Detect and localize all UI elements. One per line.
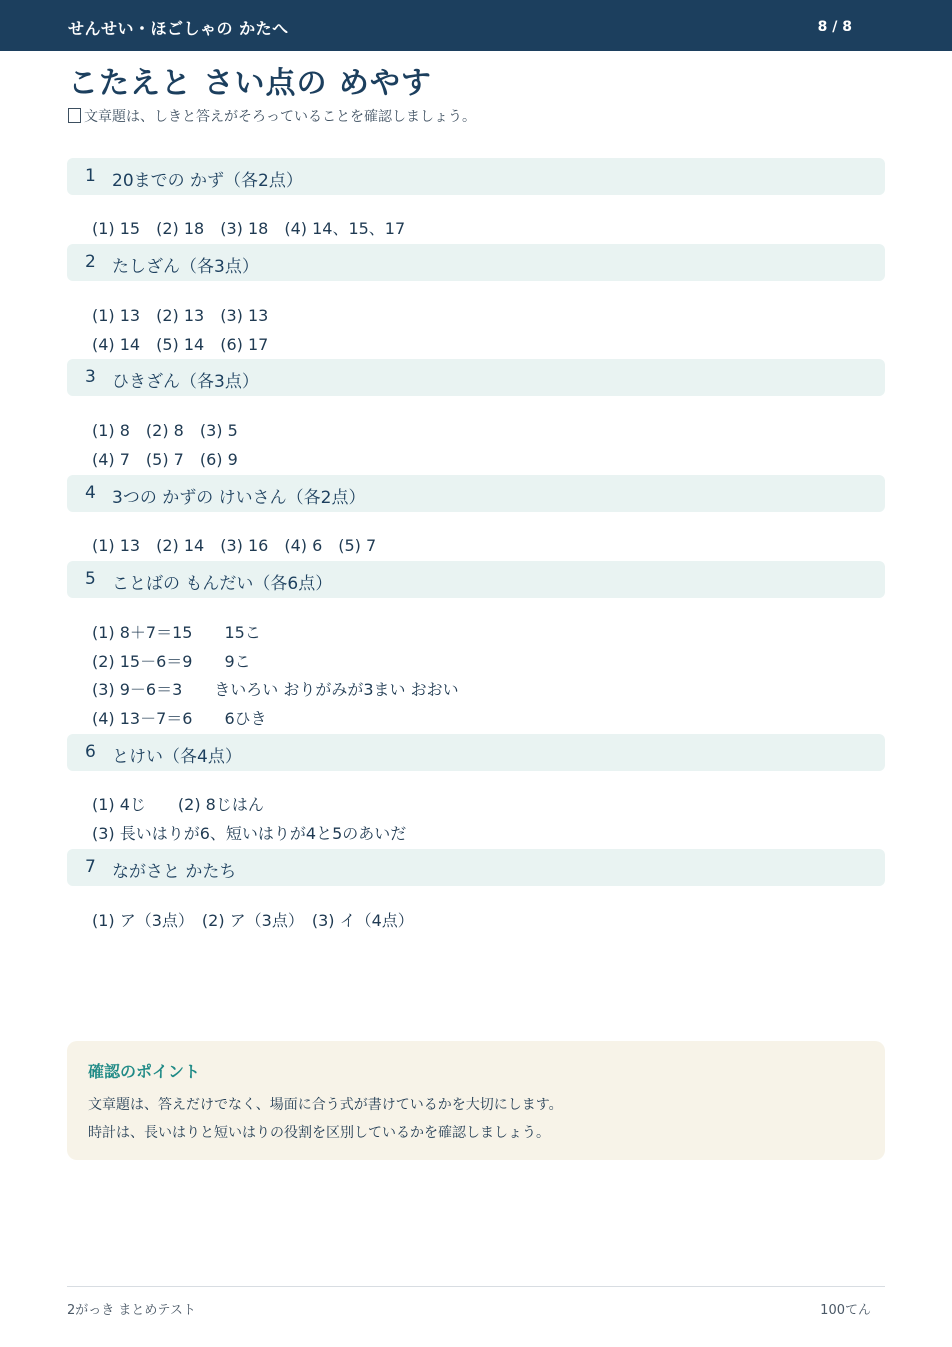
check-points-box	[67, 1041, 885, 1160]
top-header-bar	[0, 0, 952, 51]
section-title: ながさと かたち	[112, 862, 237, 882]
section-number: 4	[85, 483, 96, 503]
answer-line: (4) 14 (5) 14 (6) 17	[92, 335, 269, 354]
answer-line: (3) 長いはりが6、短いはりが4と5のあいだ	[92, 824, 407, 843]
section-title: ことばの もんだい（各6点）	[112, 574, 333, 594]
section-1-header	[67, 158, 885, 195]
answer-line: (2) 15－6＝9 9こ	[92, 652, 251, 671]
answer-line: (1) 15 (2) 18 (3) 18 (4) 14、15、17	[92, 219, 406, 238]
section-title: 20までの かず（各2点）	[112, 171, 303, 191]
footer-divider	[67, 1286, 885, 1287]
section-number: 3	[85, 367, 96, 387]
section-number: 1	[85, 166, 96, 186]
page-subtitle	[68, 106, 476, 126]
check-points-heading: 確認のポイント	[88, 1062, 201, 1081]
section-5-header	[67, 561, 885, 598]
footer-test-name: 2がっき まとめテスト	[67, 1303, 196, 1318]
answer-line: (1) 13 (2) 14 (3) 16 (4) 6 (5) 7	[92, 536, 377, 555]
answer-line: (1) 13 (2) 13 (3) 13	[92, 306, 269, 325]
section-title: ひきざん（各3点）	[112, 372, 259, 392]
answer-line: (1) 8 (2) 8 (3) 5	[92, 421, 238, 440]
section-title: たしざん（各3点）	[112, 257, 259, 277]
section-7-header	[67, 849, 885, 886]
answer-line: (1) ア（3点） (2) ア（3点） (3) イ（4点）	[92, 911, 414, 930]
answer-line: (4) 7 (5) 7 (6) 9	[92, 450, 238, 469]
section-title: 3つの かずの けいさん（各2点）	[112, 488, 366, 508]
section-number: 6	[85, 742, 96, 762]
section-2-header	[67, 244, 885, 281]
section-number: 5	[85, 569, 96, 589]
header-title: せんせい・ほごしゃの かたへ	[68, 19, 289, 38]
page-title: こたえと さい点の めやす	[68, 66, 432, 101]
section-number: 2	[85, 252, 96, 272]
checkbox-icon	[68, 108, 81, 123]
page-indicator: 8 / 8	[817, 19, 852, 35]
answer-line: (3) 9－6＝3 きいろい おりがみが3まい おおい	[92, 680, 459, 699]
footer-total-score: 100てん	[820, 1303, 871, 1318]
subtitle-text: 文章題は、しきと答えがそろっていることを確認しましょう。	[84, 109, 476, 125]
section-title: とけい（各4点）	[112, 747, 242, 767]
check-point-line: 文章題は、答えだけでなく、場面に合う式が書けているかを大切にします。	[88, 1097, 563, 1113]
check-point-line: 時計は、長いはりと短いはりの役割を区別しているかを確認しましょう。	[88, 1125, 550, 1141]
section-6-header	[67, 734, 885, 771]
section-number: 7	[85, 857, 96, 877]
answer-line: (4) 13－7＝6 6ひき	[92, 709, 267, 728]
section-4-header	[67, 475, 885, 512]
section-3-header	[67, 359, 885, 396]
answer-line: (1) 8＋7＝15 15こ	[92, 623, 261, 642]
answer-line: (1) 4じ (2) 8じはん	[92, 795, 264, 814]
